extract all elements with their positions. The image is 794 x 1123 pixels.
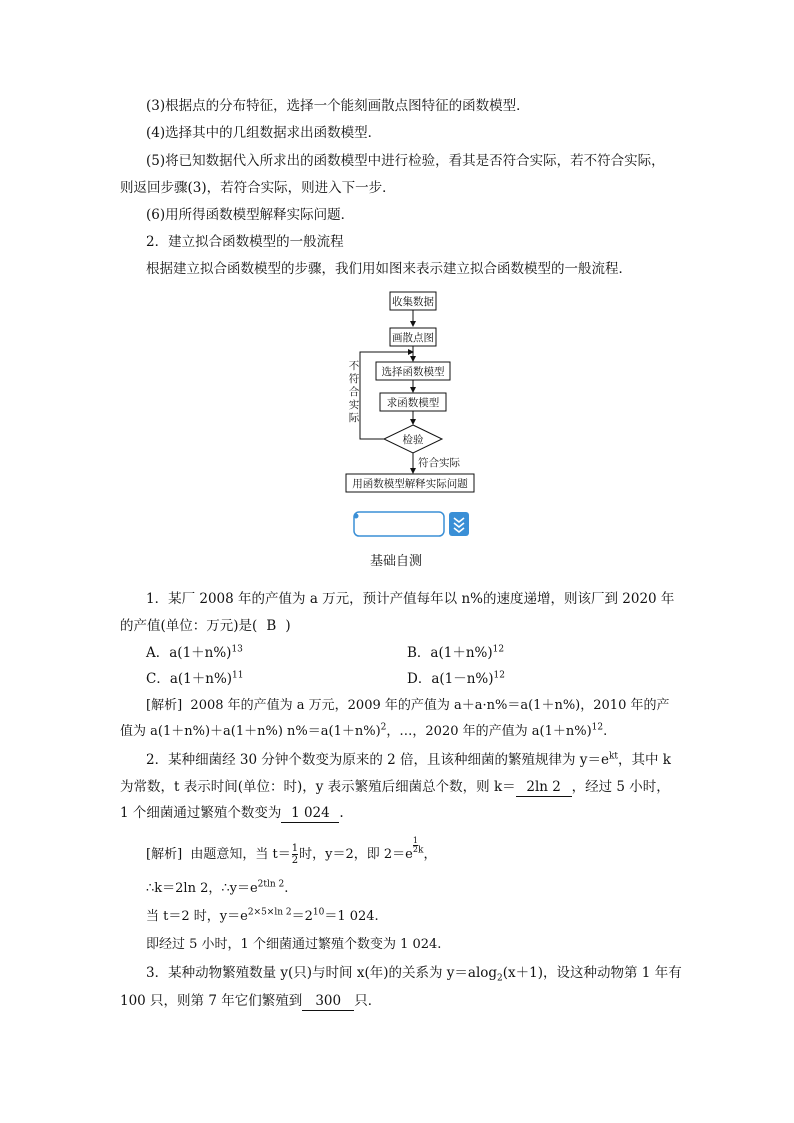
q2-analysis-line2: ∴k＝2ln 2，$\therefore y=e^{2tln 2}$. — [146, 879, 289, 896]
flow-label-nofit-5: 际 — [348, 412, 360, 424]
q2-analysis-line3: 当 t＝2 时，$y=e^{2\times 5\times ln 2}=2^{10}=1$ 024. — [146, 907, 379, 924]
q2-analysis-line1: [解析] 由题意知，当 t＝ $\frac{1}{2}$ 时，y＝2，即 2＝e $\frac{1}{2}$ $^k$， — [146, 836, 437, 866]
flow-label-nofit-1: 不 — [348, 360, 360, 372]
step-5-line2: 则返回步骤(3)，若符合实际，则进入下一步． — [120, 180, 396, 196]
q3-line2: 100 只，则第 7 年它们繁殖到 300 只． — [120, 993, 382, 1009]
section-banner[interactable] — [352, 510, 474, 540]
flow-label-scatter: 画散点图 — [392, 332, 434, 344]
q1-line1: 1．某厂 2008 年的产值为 a 万元，预计产值每年以 n%的速度递增，则该厂到 2020 年 — [146, 591, 675, 607]
step-5-line1: (5)将已知数据代入所求出的函数模型中进行检验，看其是否符合实际，若不符合实际， — [146, 153, 665, 169]
q1-option-a[interactable]: A．$a(1+n\%)^{13}$ — [146, 644, 243, 661]
q2-blank-count: 1 024 — [281, 804, 339, 823]
section-intro: 根据建立拟合函数模型的步骤，我们用如图来表示建立拟合函数模型的一般流程． — [146, 261, 632, 277]
section-heading: 2．建立拟合函数模型的一般流程 — [146, 234, 344, 250]
flow-label-solve: 求函数模型 — [386, 397, 440, 409]
flow-label-nofit-2: 符 — [348, 373, 360, 385]
step-4: (4)选择其中的几组数据求出函数模型． — [146, 125, 382, 141]
flowchart-diagram — [330, 288, 480, 498]
q1-analysis-line2: 值为 a(1＋n%)＋a(1＋n%) $n\%=a(1+n\%)^2$，…，2020 年的产值为 $a(1+n\%)^{12}$. — [120, 722, 608, 739]
q1-line2: 的产值(单位：万元)是( B ) — [120, 618, 291, 634]
q2-blank-k: 2ln 2 — [516, 778, 572, 797]
self-test-title: 基础自测 — [370, 554, 423, 569]
flow-label-nofit-3: 合 — [348, 386, 360, 398]
flow-label-choose: 选择函数模型 — [381, 366, 445, 378]
q1-option-b[interactable]: B．$a(1+n\%)^{12}$ — [407, 644, 505, 661]
q2-line2: 为常数，t 表示时间(单位：时)，y 表示繁殖后细菌总个数，则 k＝ 2ln 2 ，经过 5 小时， — [120, 779, 670, 795]
q2-line3: 1 个细菌通过繁殖个数变为 1 024 . — [120, 805, 344, 821]
q2-analysis-line4: 即经过 5 小时，1 个细菌通过繁殖个数变为 1 024. — [146, 937, 442, 952]
q3-line1: 3．某种动物繁殖数量 y(只)与时间 x(年)的关系为 y＝alog$_2$(x＋1)，设这种动物第 1 年有 — [146, 965, 682, 984]
step-6: (6)用所得函数模型解释实际问题． — [146, 207, 355, 223]
analysis-tag: [解析] — [146, 847, 183, 862]
q2-line1: 2．某种细菌经 30 分钟个数变为原来的 2 倍，且该种细菌的繁殖规律为 $y=e^{kt}$，其中 k — [146, 751, 671, 768]
flow-label-check: 检验 — [402, 434, 424, 446]
flow-label-fit: 符合实际 — [418, 457, 460, 469]
flow-label-nofit-4: 实 — [348, 399, 360, 411]
q3-blank: 300 — [302, 992, 354, 1011]
q1-analysis-line1: [解析] 2008 年的产值为 a 万元，2009 年的产值为 a＋a·n%＝a(1＋n%)，2010 年的产 — [146, 698, 670, 713]
q1-answer: B — [266, 618, 277, 634]
q1-option-d[interactable]: D．$a(1-n\%)^{12}$ — [407, 670, 505, 687]
flow-label-collect: 收集数据 — [392, 296, 434, 308]
step-3: (3)根据点的分布特征，选择一个能刻画散点图特征的函数模型． — [146, 98, 530, 114]
analysis-tag: [解析] — [146, 698, 183, 713]
dot-icon — [354, 514, 359, 519]
flow-label-explain: 用函数模型解释实际问题 — [352, 478, 468, 490]
q1-option-c[interactable]: C．$a(1+n\%)^{11}$ — [146, 670, 244, 687]
